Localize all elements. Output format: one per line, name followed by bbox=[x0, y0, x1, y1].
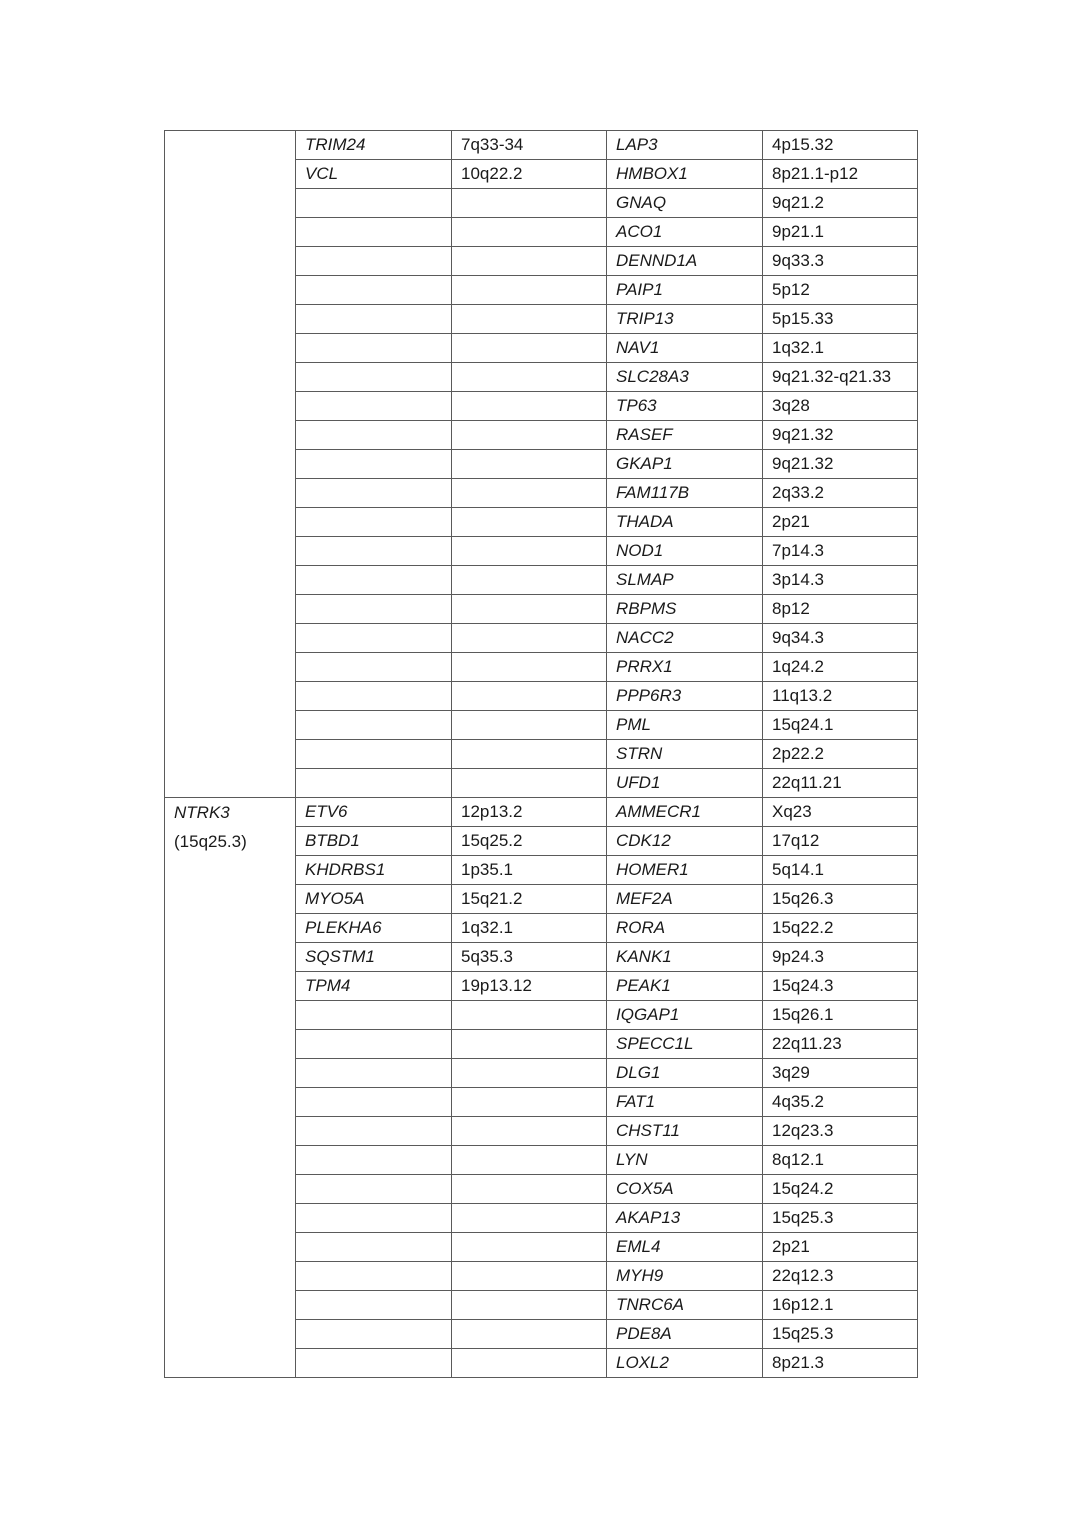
partner-gene-1-cell bbox=[296, 1233, 452, 1262]
partner-gene-2-cell: PAIP1 bbox=[607, 276, 763, 305]
partner-locus-2-cell: 17q12 bbox=[763, 827, 918, 856]
partner-locus-1-cell bbox=[452, 1262, 607, 1291]
partner-gene-1-cell: PLEKHA6 bbox=[296, 914, 452, 943]
partner-locus-1-cell bbox=[452, 305, 607, 334]
partner-locus-1-cell bbox=[452, 595, 607, 624]
partner-gene-2-cell: PPP6R3 bbox=[607, 682, 763, 711]
partner-gene-2-cell: ACO1 bbox=[607, 218, 763, 247]
partner-locus-2-cell: 15q26.1 bbox=[763, 1001, 918, 1030]
partner-gene-2-cell: HMBOX1 bbox=[607, 160, 763, 189]
partner-locus-1-cell bbox=[452, 479, 607, 508]
partner-locus-2-cell: 9p24.3 bbox=[763, 943, 918, 972]
partner-gene-1-cell bbox=[296, 740, 452, 769]
kinase-gene-name: NTRK3 bbox=[174, 803, 230, 822]
partner-locus-1-cell bbox=[452, 1349, 607, 1378]
partner-locus-2-cell: 16p12.1 bbox=[763, 1291, 918, 1320]
partner-gene-2-cell: PRRX1 bbox=[607, 653, 763, 682]
partner-locus-1-cell bbox=[452, 537, 607, 566]
partner-locus-2-cell: 15q25.3 bbox=[763, 1204, 918, 1233]
partner-locus-2-cell: 8p21.1-p12 bbox=[763, 160, 918, 189]
partner-gene-1-cell: MYO5A bbox=[296, 885, 452, 914]
partner-locus-1-cell bbox=[452, 1001, 607, 1030]
partner-gene-2-cell: NACC2 bbox=[607, 624, 763, 653]
partner-gene-1-cell bbox=[296, 711, 452, 740]
partner-gene-2-cell: UFD1 bbox=[607, 769, 763, 798]
partner-gene-1-cell bbox=[296, 276, 452, 305]
partner-locus-2-cell: 8p21.3 bbox=[763, 1349, 918, 1378]
partner-locus-2-cell: 15q24.3 bbox=[763, 972, 918, 1001]
partner-locus-2-cell: 12q23.3 bbox=[763, 1117, 918, 1146]
partner-gene-2-cell: AMMECR1 bbox=[607, 798, 763, 827]
partner-gene-2-cell: SLMAP bbox=[607, 566, 763, 595]
partner-locus-1-cell bbox=[452, 1175, 607, 1204]
partner-locus-2-cell: 15q24.1 bbox=[763, 711, 918, 740]
partner-locus-1-cell bbox=[452, 1146, 607, 1175]
partner-locus-2-cell: 4q35.2 bbox=[763, 1088, 918, 1117]
partner-gene-2-cell: EML4 bbox=[607, 1233, 763, 1262]
partner-gene-2-cell: FAM117B bbox=[607, 479, 763, 508]
partner-locus-2-cell: 3q28 bbox=[763, 392, 918, 421]
table-row bbox=[165, 798, 918, 827]
partner-gene-1-cell bbox=[296, 1320, 452, 1349]
partner-locus-1-cell bbox=[452, 1291, 607, 1320]
partner-locus-2-cell: 15q25.3 bbox=[763, 1320, 918, 1349]
partner-locus-1-cell: 19p13.12 bbox=[452, 972, 607, 1001]
partner-locus-2-cell: 22q11.23 bbox=[763, 1030, 918, 1059]
partner-gene-2-cell: FAT1 bbox=[607, 1088, 763, 1117]
kinase-gene-cell bbox=[165, 798, 296, 1378]
partner-gene-1-cell bbox=[296, 1175, 452, 1204]
partner-gene-1-cell bbox=[296, 1059, 452, 1088]
kinase-gene-locus: (15q25.3) bbox=[174, 832, 247, 851]
partner-locus-2-cell: 9q21.32 bbox=[763, 450, 918, 479]
partner-locus-2-cell: 1q24.2 bbox=[763, 653, 918, 682]
partner-gene-2-cell: AKAP13 bbox=[607, 1204, 763, 1233]
partner-gene-2-cell: MEF2A bbox=[607, 885, 763, 914]
gene-fusion-table bbox=[164, 130, 918, 1378]
partner-gene-1-cell: VCL bbox=[296, 160, 452, 189]
partner-gene-2-cell: COX5A bbox=[607, 1175, 763, 1204]
partner-gene-1-cell: KHDRBS1 bbox=[296, 856, 452, 885]
partner-locus-1-cell bbox=[452, 769, 607, 798]
partner-locus-2-cell: 2p21 bbox=[763, 1233, 918, 1262]
partner-locus-1-cell: 7q33-34 bbox=[452, 131, 607, 160]
partner-locus-1-cell: 5q35.3 bbox=[452, 943, 607, 972]
partner-gene-2-cell: TRIP13 bbox=[607, 305, 763, 334]
partner-gene-1-cell bbox=[296, 479, 452, 508]
partner-locus-2-cell: 3q29 bbox=[763, 1059, 918, 1088]
partner-gene-2-cell: PML bbox=[607, 711, 763, 740]
partner-locus-1-cell bbox=[452, 392, 607, 421]
partner-gene-2-cell: DLG1 bbox=[607, 1059, 763, 1088]
partner-locus-1-cell bbox=[452, 450, 607, 479]
partner-locus-1-cell bbox=[452, 1233, 607, 1262]
partner-gene-1-cell bbox=[296, 1146, 452, 1175]
partner-locus-1-cell: 12p13.2 bbox=[452, 798, 607, 827]
partner-gene-1-cell bbox=[296, 537, 452, 566]
partner-gene-2-cell: GNAQ bbox=[607, 189, 763, 218]
partner-locus-2-cell: 5p15.33 bbox=[763, 305, 918, 334]
partner-locus-1-cell: 15q25.2 bbox=[452, 827, 607, 856]
partner-locus-2-cell: Xq23 bbox=[763, 798, 918, 827]
partner-locus-2-cell: 4p15.32 bbox=[763, 131, 918, 160]
partner-locus-2-cell: 9p21.1 bbox=[763, 218, 918, 247]
partner-gene-1-cell bbox=[296, 624, 452, 653]
partner-locus-1-cell bbox=[452, 276, 607, 305]
partner-gene-2-cell: IQGAP1 bbox=[607, 1001, 763, 1030]
partner-locus-1-cell bbox=[452, 682, 607, 711]
partner-gene-1-cell: TRIM24 bbox=[296, 131, 452, 160]
partner-locus-1-cell bbox=[452, 1030, 607, 1059]
partner-locus-2-cell: 8q12.1 bbox=[763, 1146, 918, 1175]
partner-gene-2-cell: TP63 bbox=[607, 392, 763, 421]
kinase-gene-cell bbox=[165, 131, 296, 798]
partner-gene-2-cell: NOD1 bbox=[607, 537, 763, 566]
partner-gene-1-cell bbox=[296, 392, 452, 421]
partner-gene-2-cell: LAP3 bbox=[607, 131, 763, 160]
partner-gene-2-cell: CDK12 bbox=[607, 827, 763, 856]
partner-locus-1-cell bbox=[452, 508, 607, 537]
partner-locus-1-cell bbox=[452, 740, 607, 769]
table-row bbox=[165, 131, 918, 160]
partner-locus-2-cell: 22q12.3 bbox=[763, 1262, 918, 1291]
partner-gene-2-cell: LYN bbox=[607, 1146, 763, 1175]
partner-gene-2-cell: RBPMS bbox=[607, 595, 763, 624]
partner-locus-2-cell: 15q24.2 bbox=[763, 1175, 918, 1204]
partner-locus-2-cell: 3p14.3 bbox=[763, 566, 918, 595]
partner-gene-2-cell: PDE8A bbox=[607, 1320, 763, 1349]
partner-locus-2-cell: 5p12 bbox=[763, 276, 918, 305]
partner-locus-2-cell: 15q26.3 bbox=[763, 885, 918, 914]
partner-locus-1-cell: 1p35.1 bbox=[452, 856, 607, 885]
partner-locus-2-cell: 9q33.3 bbox=[763, 247, 918, 276]
partner-locus-2-cell: 9q21.32-q21.33 bbox=[763, 363, 918, 392]
partner-gene-1-cell bbox=[296, 595, 452, 624]
partner-locus-1-cell bbox=[452, 1320, 607, 1349]
partner-locus-2-cell: 8p12 bbox=[763, 595, 918, 624]
partner-gene-2-cell: CHST11 bbox=[607, 1117, 763, 1146]
partner-gene-2-cell: STRN bbox=[607, 740, 763, 769]
partner-locus-1-cell bbox=[452, 566, 607, 595]
partner-gene-1-cell bbox=[296, 1117, 452, 1146]
partner-locus-2-cell: 7p14.3 bbox=[763, 537, 918, 566]
partner-locus-1-cell bbox=[452, 421, 607, 450]
table-body bbox=[165, 131, 918, 1378]
partner-locus-2-cell: 2p22.2 bbox=[763, 740, 918, 769]
partner-locus-2-cell: 9q34.3 bbox=[763, 624, 918, 653]
partner-locus-2-cell: 11q13.2 bbox=[763, 682, 918, 711]
partner-gene-1-cell bbox=[296, 1262, 452, 1291]
partner-gene-2-cell: MYH9 bbox=[607, 1262, 763, 1291]
partner-locus-1-cell: 10q22.2 bbox=[452, 160, 607, 189]
partner-gene-1-cell: BTBD1 bbox=[296, 827, 452, 856]
partner-locus-2-cell: 9q21.2 bbox=[763, 189, 918, 218]
partner-locus-1-cell bbox=[452, 1088, 607, 1117]
partner-gene-2-cell: HOMER1 bbox=[607, 856, 763, 885]
partner-gene-1-cell: ETV6 bbox=[296, 798, 452, 827]
partner-gene-1-cell bbox=[296, 247, 452, 276]
partner-locus-2-cell: 5q14.1 bbox=[763, 856, 918, 885]
partner-gene-1-cell bbox=[296, 566, 452, 595]
partner-locus-1-cell bbox=[452, 247, 607, 276]
partner-gene-1-cell bbox=[296, 1204, 452, 1233]
partner-locus-1-cell: 1q32.1 bbox=[452, 914, 607, 943]
partner-gene-1-cell bbox=[296, 508, 452, 537]
partner-gene-1-cell bbox=[296, 189, 452, 218]
partner-gene-1-cell bbox=[296, 1030, 452, 1059]
partner-gene-1-cell bbox=[296, 450, 452, 479]
partner-gene-1-cell bbox=[296, 653, 452, 682]
partner-gene-2-cell: DENND1A bbox=[607, 247, 763, 276]
partner-locus-1-cell: 15q21.2 bbox=[452, 885, 607, 914]
partner-gene-2-cell: SLC28A3 bbox=[607, 363, 763, 392]
partner-gene-1-cell: TPM4 bbox=[296, 972, 452, 1001]
partner-gene-1-cell bbox=[296, 334, 452, 363]
partner-gene-2-cell: LOXL2 bbox=[607, 1349, 763, 1378]
partner-locus-1-cell bbox=[452, 653, 607, 682]
partner-gene-1-cell bbox=[296, 218, 452, 247]
partner-gene-1-cell bbox=[296, 1349, 452, 1378]
partner-locus-1-cell bbox=[452, 624, 607, 653]
partner-gene-1-cell bbox=[296, 421, 452, 450]
partner-locus-1-cell bbox=[452, 363, 607, 392]
partner-gene-2-cell: RASEF bbox=[607, 421, 763, 450]
partner-gene-2-cell: RORA bbox=[607, 914, 763, 943]
partner-locus-2-cell: 2p21 bbox=[763, 508, 918, 537]
partner-locus-2-cell: 1q32.1 bbox=[763, 334, 918, 363]
partner-gene-1-cell bbox=[296, 769, 452, 798]
partner-locus-1-cell bbox=[452, 1204, 607, 1233]
partner-locus-1-cell bbox=[452, 218, 607, 247]
partner-locus-2-cell: 2q33.2 bbox=[763, 479, 918, 508]
partner-gene-2-cell: KANK1 bbox=[607, 943, 763, 972]
partner-gene-1-cell bbox=[296, 305, 452, 334]
partner-gene-1-cell: SQSTM1 bbox=[296, 943, 452, 972]
partner-gene-2-cell: SPECC1L bbox=[607, 1030, 763, 1059]
partner-gene-1-cell bbox=[296, 1001, 452, 1030]
partner-gene-1-cell bbox=[296, 1088, 452, 1117]
partner-locus-2-cell: 22q11.21 bbox=[763, 769, 918, 798]
partner-locus-1-cell bbox=[452, 1059, 607, 1088]
partner-gene-1-cell bbox=[296, 1291, 452, 1320]
partner-gene-2-cell: GKAP1 bbox=[607, 450, 763, 479]
partner-locus-1-cell bbox=[452, 1117, 607, 1146]
partner-locus-2-cell: 9q21.32 bbox=[763, 421, 918, 450]
partner-gene-2-cell: PEAK1 bbox=[607, 972, 763, 1001]
partner-gene-1-cell bbox=[296, 363, 452, 392]
partner-gene-2-cell: THADA bbox=[607, 508, 763, 537]
partner-gene-1-cell bbox=[296, 682, 452, 711]
partner-gene-2-cell: NAV1 bbox=[607, 334, 763, 363]
partner-locus-1-cell bbox=[452, 189, 607, 218]
partner-gene-2-cell: TNRC6A bbox=[607, 1291, 763, 1320]
partner-locus-2-cell: 15q22.2 bbox=[763, 914, 918, 943]
partner-locus-1-cell bbox=[452, 334, 607, 363]
partner-locus-1-cell bbox=[452, 711, 607, 740]
